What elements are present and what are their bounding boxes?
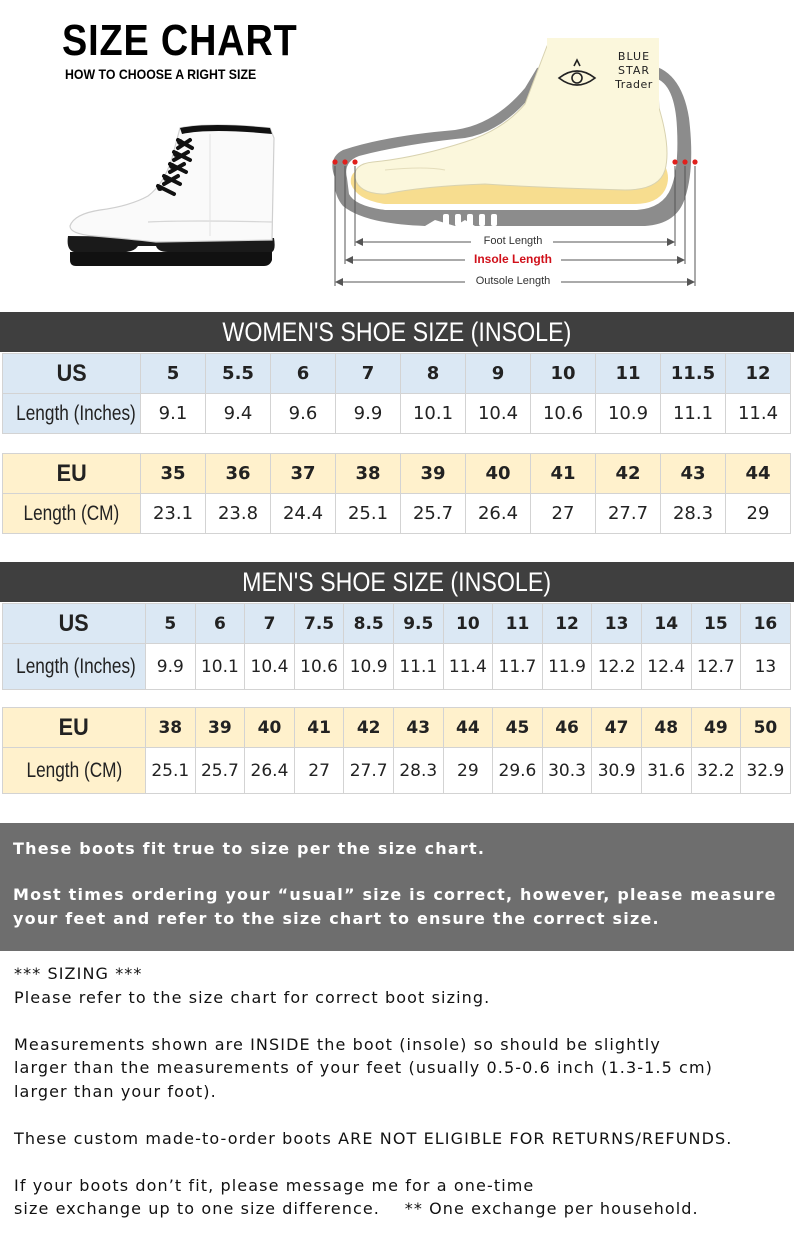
table-cell: 30.3 bbox=[542, 748, 592, 794]
table-cell: 45 bbox=[493, 708, 543, 748]
table-cell: 47 bbox=[592, 708, 642, 748]
table-cell: 37 bbox=[271, 454, 336, 494]
women-eu-table bbox=[2, 453, 791, 534]
page-subtitle: HOW TO CHOOSE A RIGHT SIZE bbox=[65, 66, 257, 82]
banner-line: your feet and refer to the size chart to ensure the correct size. bbox=[13, 909, 660, 928]
banner-line: These boots fit true to size per the size chart. bbox=[13, 839, 486, 858]
table-cell: 6 bbox=[271, 354, 336, 394]
table-cell: 32.2 bbox=[691, 748, 741, 794]
table-cell: 10.9 bbox=[596, 394, 661, 434]
table-cell: 12.2 bbox=[592, 644, 642, 690]
logo-text-line: Trader bbox=[615, 78, 653, 91]
table-cell: 9.6 bbox=[271, 394, 336, 434]
table-cell: 41 bbox=[294, 708, 344, 748]
table-cell: 42 bbox=[344, 708, 394, 748]
table-cell: 11.1 bbox=[661, 394, 726, 434]
table-cell: 6 bbox=[195, 604, 245, 644]
table-cell: 26.4 bbox=[466, 494, 531, 534]
table-cell: 9.5 bbox=[393, 604, 443, 644]
table-cell: 10.6 bbox=[294, 644, 344, 690]
fit-info-banner bbox=[0, 823, 794, 951]
sizing-notes bbox=[14, 962, 789, 1221]
table-cell: 10 bbox=[531, 354, 596, 394]
row-label-inches: Length (Inches) bbox=[3, 644, 146, 690]
table-cell: 30.9 bbox=[592, 748, 642, 794]
table-cell: 11.4 bbox=[443, 644, 493, 690]
table-cell: 25.7 bbox=[195, 748, 245, 794]
table-cell: 12.7 bbox=[691, 644, 741, 690]
table-cell: 23.1 bbox=[141, 494, 206, 534]
table-cell: 44 bbox=[726, 454, 791, 494]
table-cell: 48 bbox=[641, 708, 691, 748]
table-cell: 29 bbox=[726, 494, 791, 534]
banner-line: Most times ordering your “usual” size is correct, however, please measure bbox=[13, 885, 777, 904]
foot-measurement-diagram bbox=[325, 38, 700, 293]
table-cell: 9.4 bbox=[206, 394, 271, 434]
table-cell: 12 bbox=[726, 354, 791, 394]
table-cell: 7 bbox=[336, 354, 401, 394]
logo-text-line: STAR bbox=[617, 64, 650, 77]
table-cell: 32.9 bbox=[741, 748, 791, 794]
table-cell: 40 bbox=[466, 454, 531, 494]
table-cell: 11.5 bbox=[661, 354, 726, 394]
table-cell: 42 bbox=[596, 454, 661, 494]
women-section-title: WOMEN'S SHOE SIZE (INSOLE) bbox=[0, 312, 794, 352]
table-cell: 5 bbox=[146, 604, 196, 644]
table-cell: 26.4 bbox=[245, 748, 295, 794]
table-cell: 36 bbox=[206, 454, 271, 494]
table-cell: 39 bbox=[195, 708, 245, 748]
table-cell: 38 bbox=[336, 454, 401, 494]
table-cell: 23.8 bbox=[206, 494, 271, 534]
table-row bbox=[3, 494, 791, 534]
notes-heading: *** SIZING *** bbox=[14, 964, 143, 983]
table-cell: 9.9 bbox=[336, 394, 401, 434]
notes-line: larger than the measurements of your feet (usually 0.5-0.6 inch (1.3-1.5 cm) bbox=[14, 1058, 713, 1077]
table-row bbox=[3, 708, 791, 748]
table-cell: 14 bbox=[641, 604, 691, 644]
table-cell: 7.5 bbox=[294, 604, 344, 644]
table-row bbox=[3, 354, 791, 394]
table-row bbox=[3, 394, 791, 434]
table-cell: 28.3 bbox=[393, 748, 443, 794]
table-cell: 44 bbox=[443, 708, 493, 748]
table-row bbox=[3, 748, 791, 794]
table-cell: 31.6 bbox=[641, 748, 691, 794]
table-cell: 8.5 bbox=[344, 604, 394, 644]
row-label-eu: EU bbox=[3, 708, 146, 748]
notes-line: Please refer to the size chart for correct boot sizing. bbox=[14, 987, 491, 1007]
logo-text-line: BLUE bbox=[617, 50, 651, 63]
table-cell: 25.1 bbox=[336, 494, 401, 534]
table-cell: 12 bbox=[542, 604, 592, 644]
row-label-cm: Length (CM) bbox=[3, 494, 141, 534]
table-cell: 11 bbox=[493, 604, 543, 644]
table-cell: 10.4 bbox=[466, 394, 531, 434]
page-title: SIZE CHART bbox=[62, 16, 298, 65]
table-cell: 13 bbox=[592, 604, 642, 644]
row-label-cm: Length (CM) bbox=[3, 748, 146, 794]
table-cell: 11.4 bbox=[726, 394, 791, 434]
table-cell: 27.7 bbox=[596, 494, 661, 534]
notes-line: Measurements shown are INSIDE the boot (insole) so should be slightly bbox=[14, 1034, 661, 1054]
table-cell: 39 bbox=[401, 454, 466, 494]
notes-line: These custom made-to-order boots ARE NOT ELIGIBLE FOR RETURNS/REFUNDS. bbox=[14, 1128, 733, 1148]
table-cell: 27 bbox=[294, 748, 344, 794]
table-cell: 11.7 bbox=[493, 644, 543, 690]
table-cell: 11.9 bbox=[542, 644, 592, 690]
table-cell: 27.7 bbox=[344, 748, 394, 794]
table-cell: 29.6 bbox=[493, 748, 543, 794]
men-us-table bbox=[2, 603, 791, 690]
row-label-eu: EU bbox=[3, 454, 141, 494]
table-cell: 35 bbox=[141, 454, 206, 494]
table-cell: 40 bbox=[245, 708, 295, 748]
table-cell: 41 bbox=[531, 454, 596, 494]
table-cell: 9 bbox=[466, 354, 531, 394]
table-row bbox=[3, 454, 791, 494]
table-cell: 10 bbox=[443, 604, 493, 644]
table-cell: 8 bbox=[401, 354, 466, 394]
outsole-length-label: Outsole Length bbox=[475, 275, 551, 287]
table-row bbox=[3, 604, 791, 644]
table-cell: 43 bbox=[393, 708, 443, 748]
row-label-us: US bbox=[3, 354, 141, 394]
table-cell: 13 bbox=[741, 644, 791, 690]
boot-illustration bbox=[60, 118, 280, 278]
table-cell: 50 bbox=[741, 708, 791, 748]
women-us-table bbox=[2, 353, 791, 434]
table-cell: 10.6 bbox=[531, 394, 596, 434]
table-cell: 12.4 bbox=[641, 644, 691, 690]
table-cell: 9.1 bbox=[141, 394, 206, 434]
men-section-title: MEN'S SHOE SIZE (INSOLE) bbox=[0, 562, 794, 602]
table-cell: 24.4 bbox=[271, 494, 336, 534]
table-cell: 11 bbox=[596, 354, 661, 394]
table-cell: 15 bbox=[691, 604, 741, 644]
table-cell: 5.5 bbox=[206, 354, 271, 394]
table-cell: 25.7 bbox=[401, 494, 466, 534]
row-label-us: US bbox=[3, 604, 146, 644]
men-eu-table bbox=[2, 707, 791, 794]
table-cell: 25.1 bbox=[146, 748, 196, 794]
table-cell: 5 bbox=[141, 354, 206, 394]
table-cell: 28.3 bbox=[661, 494, 726, 534]
table-cell: 46 bbox=[542, 708, 592, 748]
notes-line: If your boots don’t fit, please message me for a one-time bbox=[14, 1175, 535, 1195]
table-cell: 29 bbox=[443, 748, 493, 794]
table-cell: 10.4 bbox=[245, 644, 295, 690]
table-row bbox=[3, 644, 791, 690]
table-cell: 10.1 bbox=[195, 644, 245, 690]
boot-icon bbox=[60, 118, 280, 278]
row-label-inches: Length (Inches) bbox=[3, 394, 141, 434]
table-cell: 7 bbox=[245, 604, 295, 644]
table-cell: 49 bbox=[691, 708, 741, 748]
table-cell: 10.1 bbox=[401, 394, 466, 434]
notes-line: size exchange up to one size difference. ** One exchange per household. bbox=[14, 1199, 699, 1218]
table-cell: 43 bbox=[661, 454, 726, 494]
table-cell: 27 bbox=[531, 494, 596, 534]
foot-length-label: Foot Length bbox=[483, 235, 543, 247]
table-cell: 16 bbox=[741, 604, 791, 644]
table-cell: 38 bbox=[146, 708, 196, 748]
table-cell: 9.9 bbox=[146, 644, 196, 690]
insole-length-label: Insole Length bbox=[474, 252, 552, 266]
table-cell: 11.1 bbox=[393, 644, 443, 690]
notes-line: larger than your foot). bbox=[14, 1081, 217, 1101]
table-cell: 10.9 bbox=[344, 644, 394, 690]
